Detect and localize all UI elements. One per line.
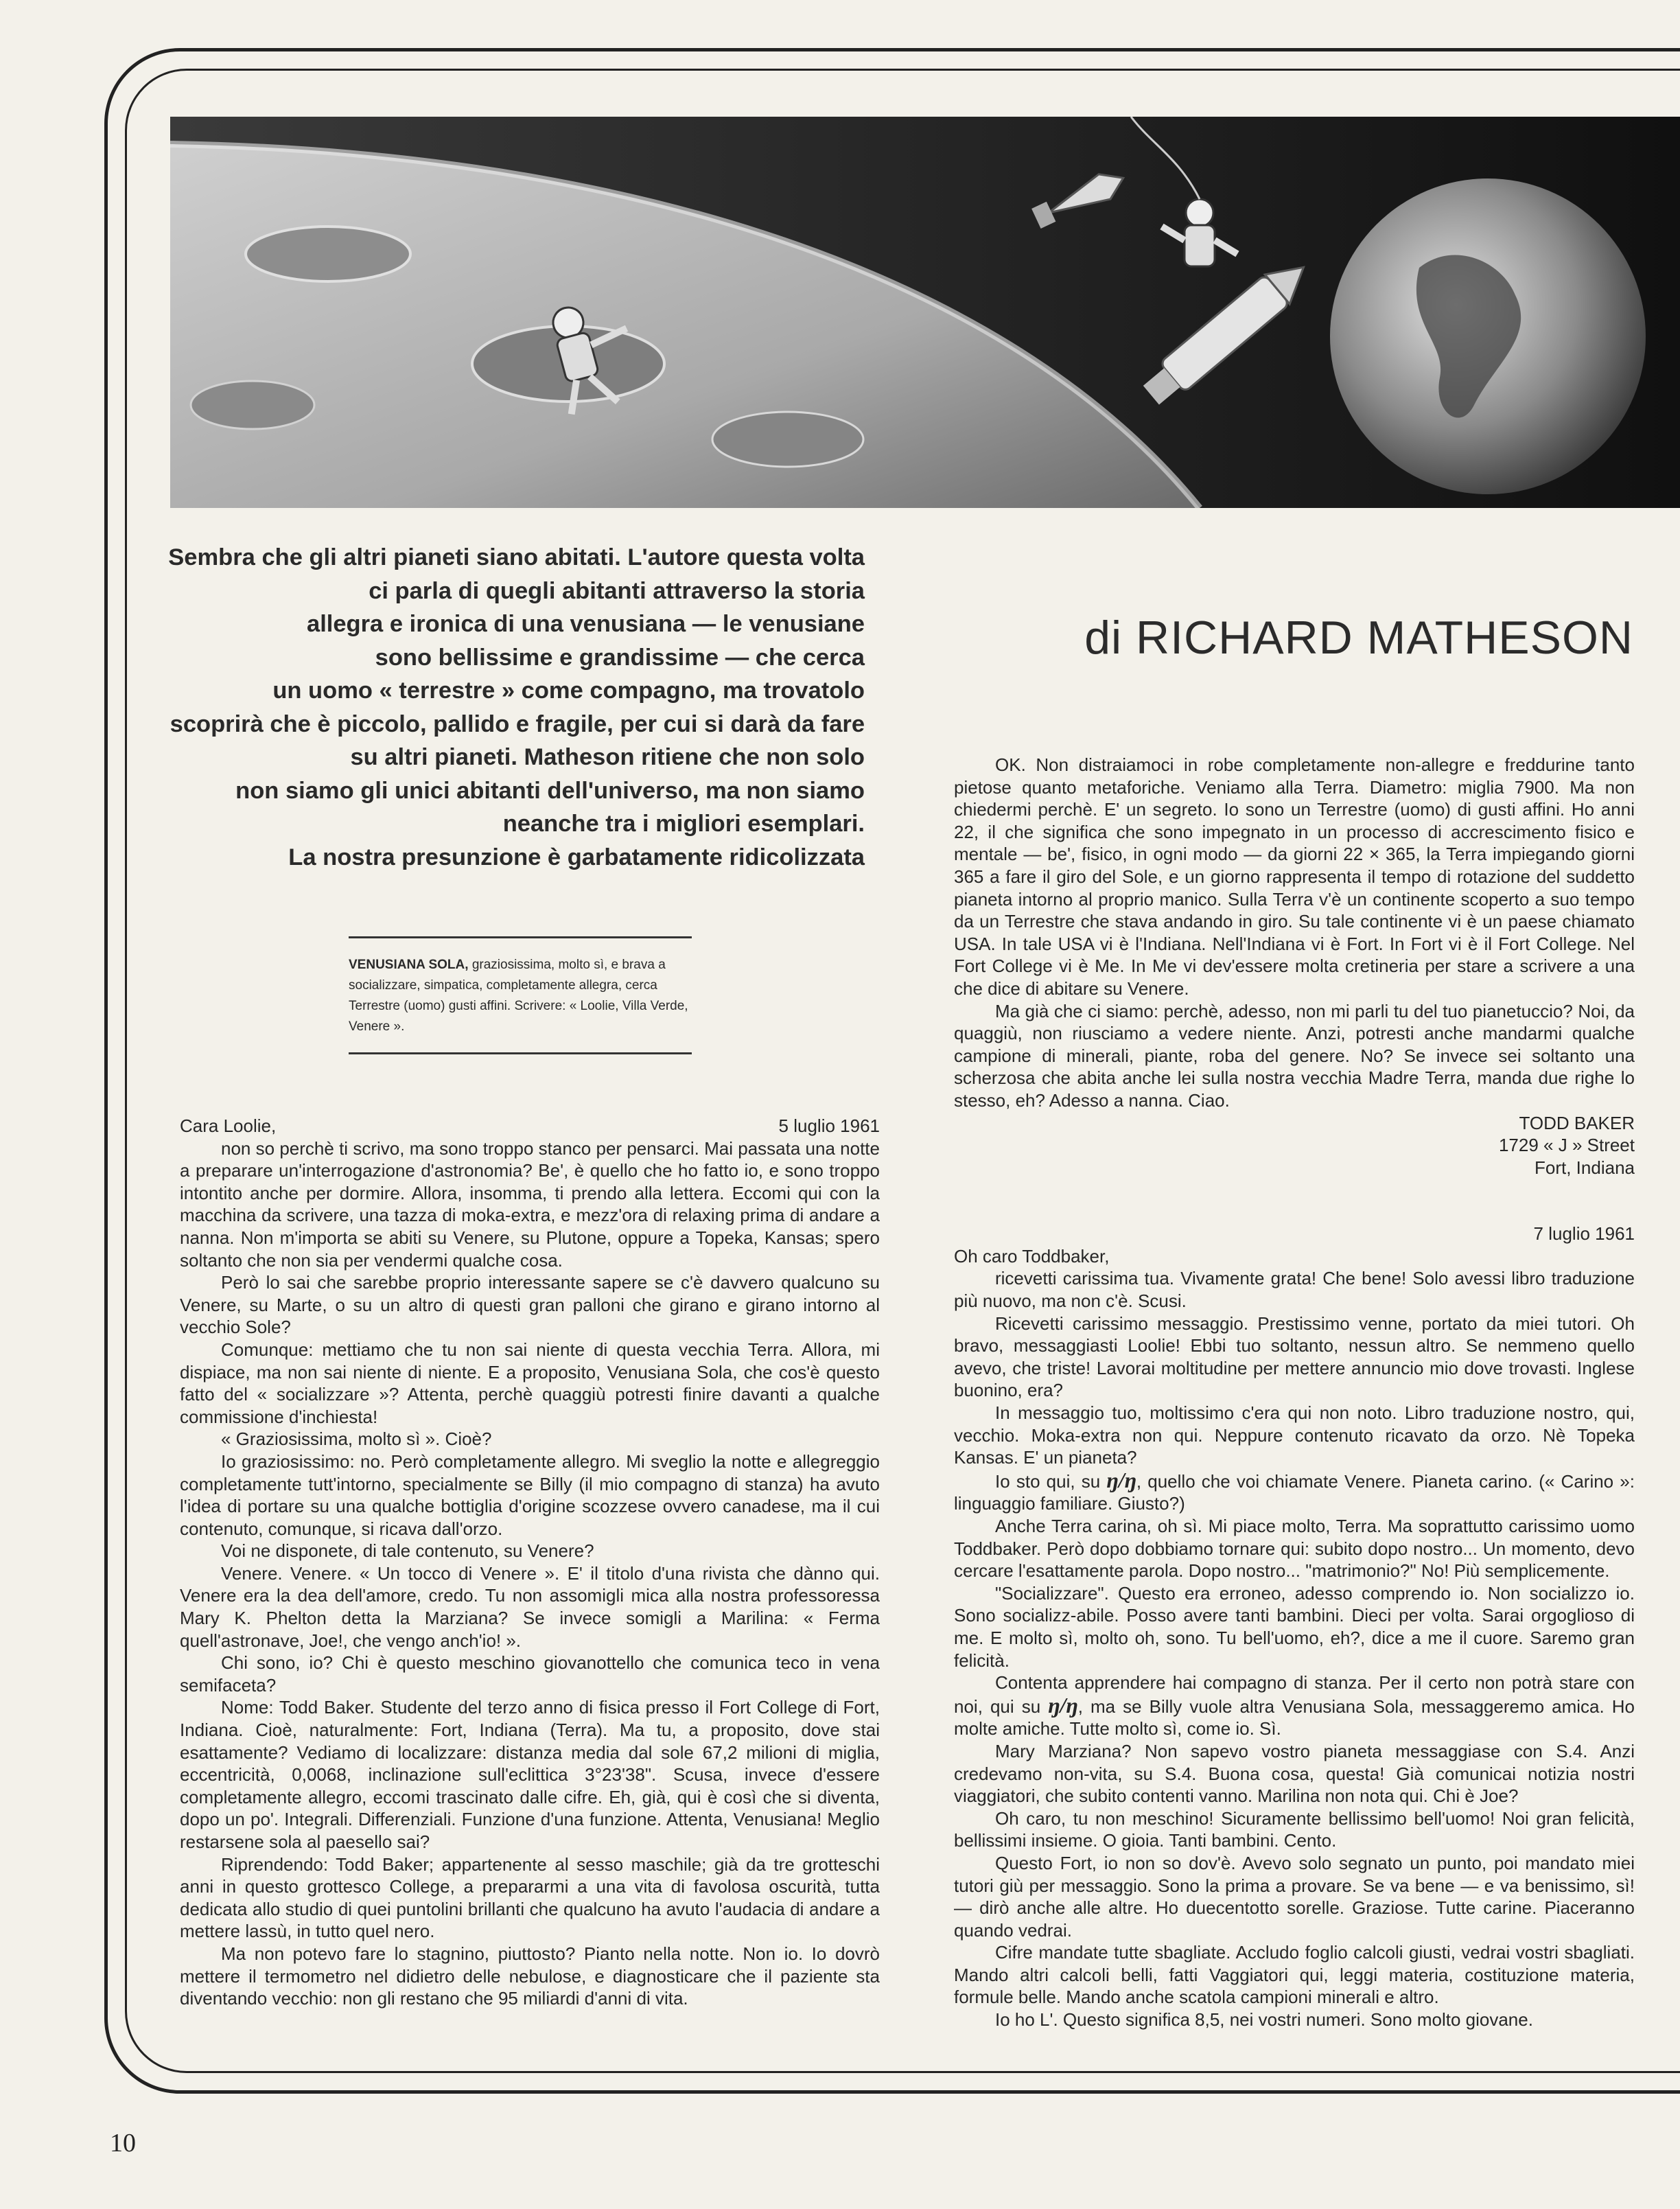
classified-ad: [349, 936, 692, 1054]
paragraph: Chi sono, io? Chi è questo meschino giovanottello che comunica teco in vena semifaceta?: [180, 1652, 880, 1696]
intro-line: su altri pianeti. Matheson ritiene che non solo: [350, 744, 865, 770]
signature-city: Fort, Indiana: [1535, 1157, 1635, 1178]
signature-street: 1729 « J » Street: [1498, 1135, 1635, 1156]
paragraph: Mary Marziana? Non sapevo vostro pianeta messaggiase con S.4. Anzi credevamo non-vita, su S.4. Buona cosa, questa! Già comunicai notizia nostri viaggiatori, che subito contenti vanno. Marilina non nota qui. Chi è Joe?: [954, 1740, 1635, 1807]
paragraph: Comunque: mettiamo che tu non sai niente di questa vecchia Terra. Allora, mi dispiace, ma non sai niente di niente. E a proposito, Venusiana Sola, che cos'è questo fatto del « socializzare »? Attenta, perchè quaggiù potresti finire davanti a qualche commissione d'inchiesta!: [180, 1339, 880, 1427]
paragraph: In messaggio tuo, moltissimo c'era qui non noto. Libro traduzione nostro, qui, vecchio. Moka-extra non qui. Neppure contenuto ricavato da orzo. Nè Topeka Kansas. E' un pianeta?: [954, 1402, 1635, 1468]
column-left: [180, 1115, 880, 2010]
letter2-salutation: Oh caro Toddbaker,: [954, 1245, 1110, 1267]
letter1-salutation: Cara Loolie,: [180, 1115, 277, 1136]
signature-name: TODD BAKER: [1519, 1112, 1635, 1133]
alien-script-glyph-icon: ŋ/ŋ: [1048, 1692, 1078, 1718]
paragraph: Riprendendo: Todd Baker; appartenente al sesso maschile; già da tre grotteschi anni in questo grottesco College, a prepararmi a una vita di favolosa oscurità, tutta dedicata allo studio di quei puntolini brillanti che qualcuno ha avuto l'audacia di andare a mettere lassù, in tutto quel nero.: [180, 1853, 880, 1942]
crater: [712, 412, 863, 467]
paragraph-with-glyph: Io sto qui, su ŋ/ŋ, quello che voi chiamate Venere. Pianeta carino. (« Carino »: linguaggio familiare. Giusto?): [954, 1467, 1635, 1514]
paragraph: Ricevetti carissimo messaggio. Prestissimo venne, portato da miei tutori. Oh bravo, messaggiasti Loolie! Ebbi tuo soltanto, nessun altro. Se nemmeno quello avevo, che triste! Lavorai moltitudine per mettere annuncio mio dove trovasti. Inglese buonino, era?: [954, 1312, 1635, 1401]
paragraph: "Socializzare". Questo era erroneo, adesso comprendo io. Non socializzo io. Sono socializz-abile. Posso avere tanti bambini. Dieci per volta. Sarai orgoglioso di me. E molto sì, molto oh, sono. Tu bell'uomo, eh?, dice a me il cuore. Saremo gran felicità.: [954, 1582, 1635, 1671]
letter1-date: 5 luglio 1961: [778, 1115, 880, 1136]
paragraph: Io graziosissimo: no. Però completamente allegro. Mi sveglio la notte e allegreggio completamente tutt'intorno, specialmente se Billy (il mio compagno di stanza) ha avuto l'idea di portare su una qualche bottiglia d'origine scozzese ovvero canadese, ma il cui contenuto, comunque, si ricava dall'orzo.: [180, 1450, 880, 1539]
intro-line: sono bellissime e grandissime — che cerca: [375, 644, 865, 671]
intro-line: un uomo « terrestre » come compagno, ma trovatolo: [272, 678, 865, 704]
space-scene-image: [170, 117, 1680, 508]
paragraph: Cifre mandate tutte sbagliate. Accludo foglio calcoli giusti, vedrai vostri sbagliati. Mando altri calcoli belli, fatti Vaggiatori qui, leggi materia, costituzione materia, formule belle. Mando anche scatola campioni minerali e altro.: [954, 1942, 1635, 2008]
intro-line: La nostra presunzione è garbatamente ridicolizzata: [288, 844, 865, 870]
intro-line: allegra e ironica di una venusiana — le venusiane: [307, 611, 865, 637]
paragraph: « Graziosissima, molto sì ». Cioè?: [221, 1429, 492, 1450]
paragraph: Ma già che ci siamo: perchè, adesso, non mi parli tu del tuo pianetuccio? Noi, da quaggiù, non riusciamo a vedere niente. Anzi, potresti anche mandarmi qualche campione di minerali, piante, roba del genere. No? Se invece sei soltanto una scherzosa che abita anche lei sulla nostra vecchia Madre Terra, manda due righe lo stesso, eh? Adesso a nanna. Ciao.: [954, 1000, 1635, 1111]
paragraph: Io ho L'. Questo significa 8,5, nei vostri numeri. Sono molto giovane.: [995, 2009, 1533, 2031]
paragraph: non so perchè ti scrivo, ma sono troppo stanco per pensarci. Mai passata una notte a preparare un'interrogazione d'astronomia? Be', è quello che ho fatto io, e sono troppo intontito anche per dormire. Allora, insomma, ti prendo alla lettera. Eccomi qui con la macchina da scrivere, una tazza di moka-extra, e mezz'ora di relaxing prima di andare a nanna. Non m'importa se abiti su Venere, su Plutone, oppure a Topeka, Kansas; spero soltanto che non sia per vendermi qualche cosa.: [180, 1137, 880, 1271]
space-illustration: [170, 117, 1680, 508]
ad-body: graziosissima, molto sì, e brava a socializzare, simpatica, completamente allegra, cerca Terrestre (uomo) gusti affini. Scrivere: « Loolie, Villa Verde, Venere ».: [349, 958, 688, 1034]
page-number: 10: [110, 2129, 136, 2158]
paragraph-with-glyph: Contenta apprendere hai compagno di stanza. Per il certo non potrà stare con noi, qui su ŋ/ŋ, ma se Billy vuole altra Venusiana Sola, messaggeremo amica. Ho molte amiche. Tutte molto sì, come io. Sì.: [954, 1672, 1635, 1739]
letter1-header: [180, 1115, 880, 1137]
paragraph: Voi ne disponete, di tale contenuto, su Venere?: [221, 1540, 594, 1562]
paragraph: Venere. Venere. « Un tocco di Venere ». E' il titolo d'una rivista che dànno qui. Venere era la dea dell'amore, credo. Tu non assomigli mica alla nostra professoressa Mary K. Phelton detta la Marziana? Se invece somigli a Marilina: « Ferma quell'astronave, Joe!, che vengo anch'io! ».: [180, 1562, 880, 1651]
crater: [246, 227, 410, 281]
paragraph: Oh caro, tu non meschino! Sicuramente bellissimo bell'uomo! Noi gran felicità, bellissimi insieme. O gioia. Tanti bambini. Cento.: [954, 1807, 1635, 1851]
paragraph: Nome: Todd Baker. Studente del terzo anno di fisica presso il Fort College di Fort, Indiana. Cioè, naturalmente: Fort, Indiana (Terra). Ma tu, a proposito, dove stai esattamente? Vediamo di localizzare: distanza media dal sole 67,2 milioni di miglia, eccentricità, 0,0068, inclinazione sull'eclittica 3°23'38". Scusa, invece d'essere completamente allegro, eccomi trascinato dalle cifre. Eh, già, qui è così che si diventa, dopo un po'. Integrali. Differenziali. Funzione d'una funzione. Attenta, Venusiana! Meglio restarsene sola al paesello sai?: [180, 1697, 880, 1852]
paragraph: Però lo sai che sarebbe proprio interessante sapere se c'è davvero qualcuno su Venere, su Marte, o su un altro di questi gran palloni che girano e girano intorno al vecchio Sole?: [180, 1272, 880, 1338]
paragraph: OK. Non distraiamoci in robe completamente non-allegre e freddurine tanto pietose quanto metaforiche. Veniamo alla Terra. Diametro: miglia 7900. Ma non chiedermi perchè. E' un segreto. Io sono un Terrestre (uomo) di gusti affini. Ho anni 22, il che significa che sono impegnato in un processo di accrescimento fisico e mentale — be', fisico, in ogni modo — da giorni 22 × 365, la Terra impiegando giorni 365 a fare il giro del Sole, e un giorno rappresenta il tempo di rotazione del suddetto pianeta intorno al proprio manico. Sulla Terra v'è un continente scoperto a suo tempo da un Terrestre che stava andando in giro. Su tale continente vi è un paese chiamato USA. In tale USA vi è l'Indiana. Nell'Indiana vi è Fort. In Fort vi è il Fort College. Nel Fort College vi è Me. In Me vi dev'essere molta cretineria per stare a scrivere a una che dice di abitare su Venere.: [954, 754, 1635, 999]
paragraph: Ma non potevo fare lo stagnino, piuttosto? Pianto nella notte. Non io. Io dovrò mettere il termometro nel didietro delle nebulose, e diagnosticare che il paziente sta diventando vecchio: non gli restano che 95 miliardi d'anni di vita.: [180, 1943, 880, 2009]
crater: [191, 381, 314, 429]
intro-line: neanche tra i migliori esemplari.: [502, 811, 865, 837]
intro-blurb: [158, 541, 865, 874]
paragraph: Questo Fort, io non so dov'è. Avevo solo segnato un punto, poi mandato miei tutori giù per messaggio. Sono la prima a provare. Se va bene — e va benissimo, sì! — dirò anche alle altre. Ho duecentotto sorelle. Graziose. Tutte carine. Piaceranno quando vedrai.: [954, 1852, 1635, 1941]
intro-line: non siamo gli unici abitanti dell'universo, ma non siamo: [235, 777, 865, 804]
author-byline: di RICHARD MATHESON: [1084, 612, 1633, 664]
ad-heading: VENUSIANA SOLA,: [349, 958, 469, 972]
paragraph: ricevetti carissima tua. Vivamente grata! Che bene! Solo avessi libro traduzione più nuovo, ma non c'è. Scusi.: [954, 1268, 1635, 1312]
intro-line: scoprirà che è piccolo, pallido e fragile, per cui si darà da fare: [170, 710, 865, 737]
intro-line: Sembra che gli altri pianeti siano abitati. L'autore questa volta: [168, 544, 865, 570]
column-right: [954, 754, 1635, 2031]
letter2-date: 7 luglio 1961: [1533, 1223, 1635, 1245]
alien-script-glyph-icon: ŋ/ŋ: [1106, 1467, 1136, 1492]
intro-line: ci parla di quegli abitanti attraverso la storia: [369, 577, 865, 604]
paragraph: Anche Terra carina, oh sì. Mi piace molto, Terra. Ma soprattutto carissimo uomo Toddbaker. Però dopo dobbiamo tornare qui: subito dopo nostro... Un momento, devo cercare l'esattamente parola. Dopo nostro... "matrimonio?" No! Più semplicemente.: [954, 1516, 1635, 1582]
